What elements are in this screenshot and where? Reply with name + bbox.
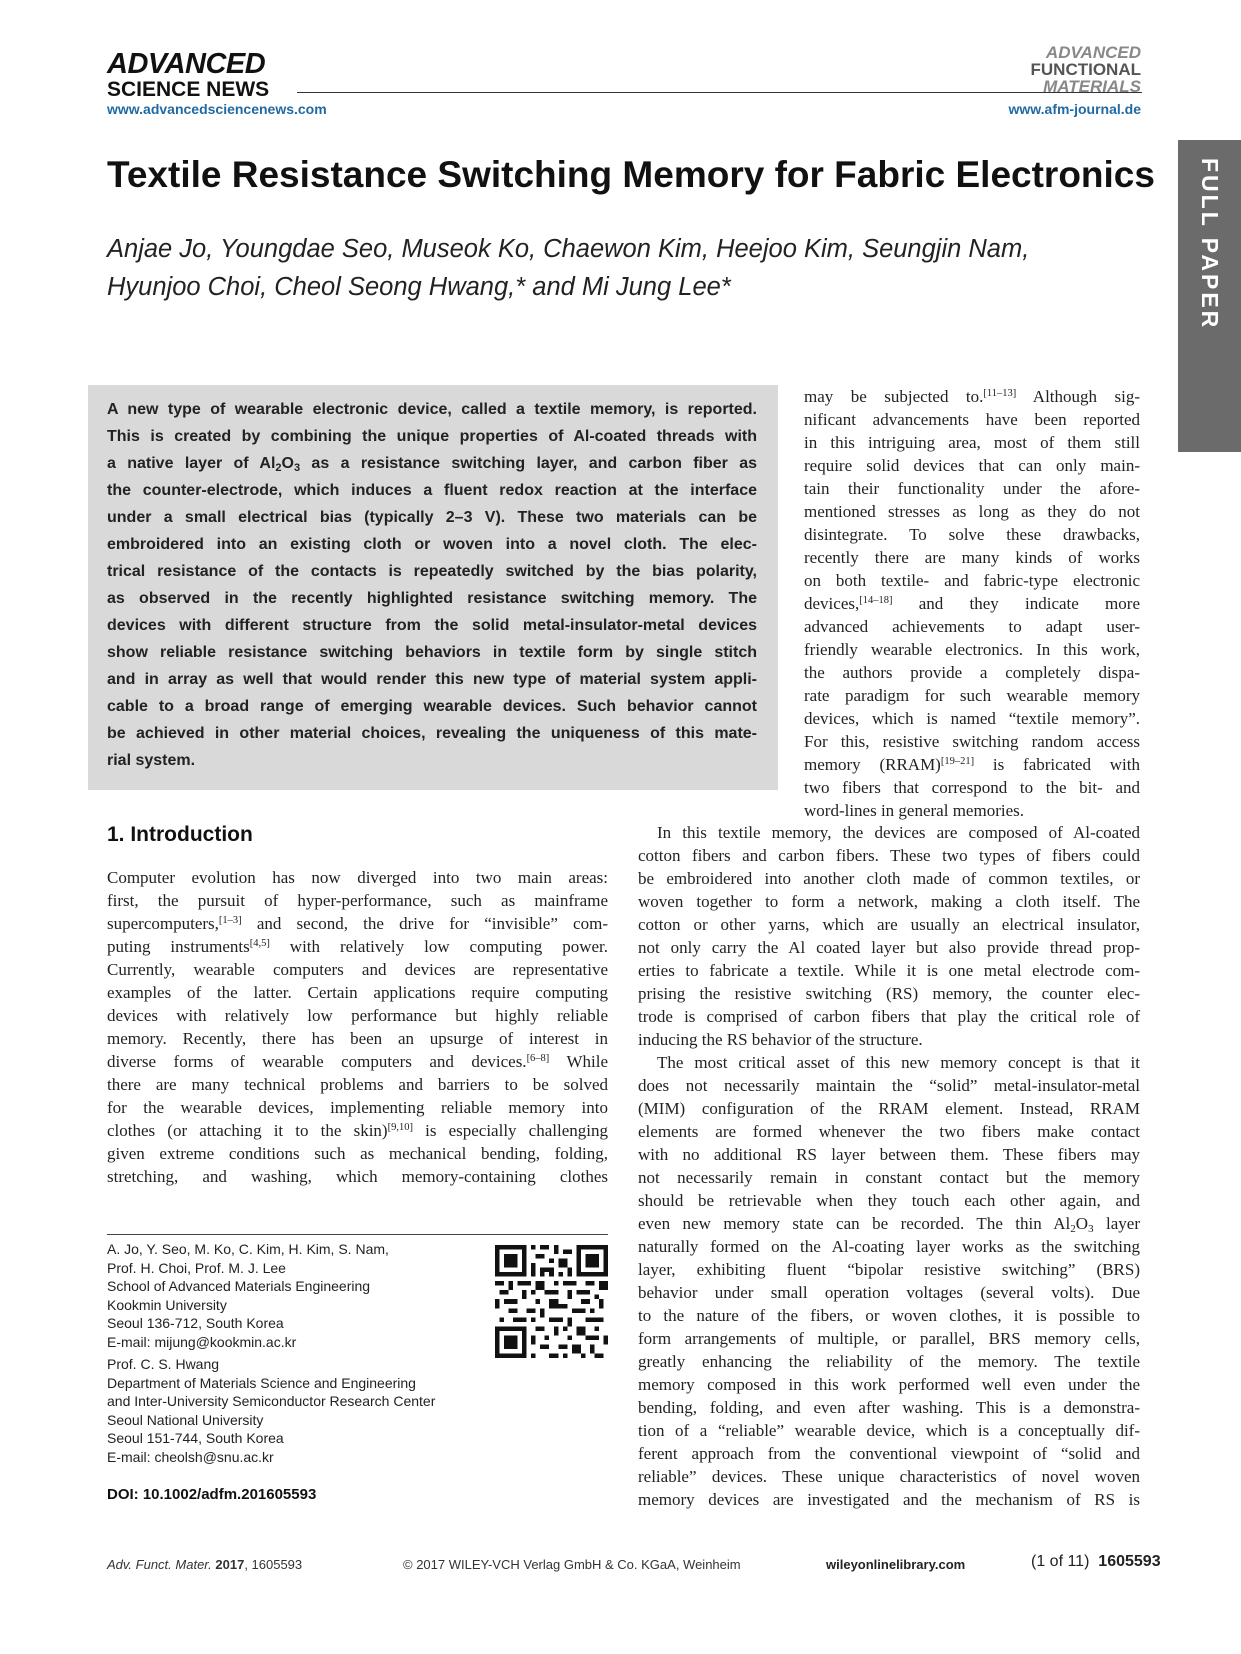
- citation-ref: [1–3]: [218, 915, 242, 926]
- abstract-text: [107, 396, 757, 774]
- abstract-line: under a small electrical bias (typically 2–3 V). These two materials can be: [107, 509, 757, 526]
- abstract-line: embroidered into an existing cloth or woven into a novel cloth. The elec-: [107, 536, 757, 553]
- email-link[interactable]: E-mail: cheolsh@snu.ac.kr: [107, 1448, 274, 1465]
- text-line: on both textile- and fabric-type electronic: [804, 571, 1140, 590]
- paper-title: Textile Resistance Switching Memory for Fabric Electronics: [107, 154, 1155, 195]
- text-line: memory composed in this work performed well even under the: [638, 1375, 1140, 1394]
- abstract-line: as observed in the recently highlighted resistance switching memory. The: [107, 590, 757, 607]
- text-line: examples of the latter. Certain applications require computing: [107, 983, 608, 1002]
- publisher-url-link[interactable]: www.advancedsciencenews.com: [107, 101, 327, 117]
- text-line: given extreme conditions such as mechanical bending, folding,: [107, 1144, 608, 1163]
- text-line: word-lines in general memories.: [804, 801, 1024, 820]
- text-line: layer, exhibiting fluent “bipolar resistive switching” (BRS): [638, 1260, 1140, 1279]
- text-line: Computer evolution has now diverged into two main areas:: [107, 868, 608, 887]
- journal-logo-line1: ADVANCED: [1045, 43, 1141, 62]
- text-line: cotton fibers and carbon fibers. These two types of fibers could: [638, 846, 1140, 865]
- abstract-line: devices with different structure from the solid metal-insulator-metal devices: [107, 617, 757, 634]
- text-line: to the nature of the fibers, or woven clothes, it is possible to: [638, 1306, 1140, 1325]
- text-line: the authors provide a completely dispa-: [804, 663, 1140, 682]
- affiliation-line: A. Jo, Y. Seo, M. Ko, C. Kim, H. Kim, S. Nam,: [107, 1241, 389, 1257]
- abstract-line: A new type of wearable electronic device, called a textile memory, is reported.: [107, 401, 757, 418]
- abstract-line: and in array as well that would render this new type of material system appli-: [107, 671, 757, 688]
- text-line: form arrangements of multiple, or parallel, BRS memory cells,: [638, 1329, 1140, 1348]
- text-line: devices, which is named “textile memory”.: [804, 709, 1140, 728]
- affiliation-line: Prof. H. Choi, Prof. M. J. Lee: [107, 1259, 286, 1276]
- text-line: for the wearable devices, implementing reliable memory into: [107, 1098, 608, 1117]
- text-line: trode is comprised of carbon fibers that play the critical role of: [638, 1007, 1140, 1026]
- text-line: diverse forms of wearable computers and devices.[6–8] While: [107, 1052, 608, 1071]
- text-line: not only carry the Al coated layer but also provide thread prop-: [638, 938, 1140, 957]
- text-line: behavior under small operation voltages (several volts). Due: [638, 1283, 1140, 1302]
- side-tab: [1178, 140, 1241, 452]
- text-line: greatly enhancing the reliability of the memory. The textile: [638, 1352, 1140, 1371]
- affiliation-line: Prof. C. S. Hwang: [107, 1356, 220, 1372]
- text-line: should be retrievable when they touch each other again, and: [638, 1191, 1140, 1210]
- text-line: ferent approach from the conventional viewpoint of “solid and: [638, 1444, 1140, 1463]
- text-line: (MIM) configuration of the RRAM element. Instead, RRAM: [638, 1099, 1140, 1118]
- abstract-line: the counter-electrode, which induces a fluent redox reaction at the interface: [107, 482, 757, 499]
- text-line: friendly wearable electronics. In this work,: [804, 640, 1140, 659]
- side-tab-label: FULL PAPER: [1197, 158, 1223, 331]
- text-line: In this textile memory, the devices are composed of Al-coated: [657, 823, 1140, 842]
- text-line: require solid devices that can only main-: [804, 456, 1140, 475]
- footer-citation: Adv. Funct. Mater. 2017, 1605593: [107, 1557, 303, 1572]
- text-line: in this intriguing area, most of them still: [804, 433, 1140, 452]
- text-line: advanced achievements to adapt user-: [804, 617, 1140, 636]
- affiliation-line: Kookmin University: [107, 1296, 227, 1313]
- citation-ref: [14–18]: [859, 595, 893, 606]
- text-line: even new memory state can be recorded. The thin $Al_2O_3$ layer: [638, 1214, 1140, 1235]
- text-line: erties to fabricate a textile. While it is one metal electrode com-: [638, 961, 1140, 980]
- text-line: bending, folding, and even after washing. This is a demonstra-: [638, 1398, 1140, 1417]
- text-line: memory (RRAM)[19–21] is fabricated with: [804, 755, 1140, 774]
- text-line: woven together to form a network, making a cloth itself. The: [638, 892, 1140, 911]
- text-line: with no additional RS layer between them. These fibers may: [638, 1145, 1140, 1164]
- affiliation-line: and Inter-University Semiconductor Research Center: [107, 1393, 436, 1409]
- footer-copyright: © 2017 WILEY-VCH Verlag GmbH & Co. KGaA, Weinheim: [403, 1557, 741, 1572]
- citation-ref: [19–21]: [940, 756, 975, 767]
- journal-url-link[interactable]: www.afm-journal.de: [1008, 101, 1141, 117]
- text-line: may be subjected to.[11–13] Although sig-: [804, 387, 1140, 406]
- affiliations: [107, 1240, 487, 1466]
- journal-logo-line3: MATERIALS: [1043, 77, 1141, 96]
- text-line: does not necessarily maintain the “solid” metal-insulator-metal: [638, 1076, 1140, 1095]
- text-line: reliable” devices. These unique characteristics of novel woven: [638, 1467, 1140, 1486]
- citation-ref: [11–13]: [983, 388, 1017, 399]
- text-line: tion of a “reliable” wearable device, which is a conceptually dif-: [638, 1421, 1140, 1440]
- journal-logo: [1031, 44, 1141, 95]
- author-list: [107, 230, 1087, 306]
- section-heading-introduction: 1. Introduction: [107, 823, 253, 846]
- text-line: naturally formed on the Al-coating layer works as the switching: [638, 1237, 1140, 1256]
- affiliation-line: School of Advanced Materials Engineering: [107, 1278, 371, 1294]
- qr-code-icon[interactable]: [495, 1245, 608, 1358]
- affiliation-line: Seoul 136-712, South Korea: [107, 1315, 284, 1331]
- publisher-logo: [107, 50, 297, 101]
- text-line: stretching, and washing, which memory-containing clothes: [107, 1167, 608, 1186]
- abstract-line: This is created by combining the unique properties of Al-coated threads with: [107, 428, 757, 445]
- text-line: Currently, wearable computers and devices are representative: [107, 960, 608, 979]
- text-line: memory devices are investigated and the mechanism of RS is: [638, 1490, 1140, 1509]
- affiliation-line: Seoul National University: [107, 1411, 264, 1428]
- text-line: tain their functionality under the afore-: [804, 479, 1140, 498]
- text-line: cotton or other yarns, which are usually an electrical insulator,: [638, 915, 1140, 934]
- text-line: recently there are many kinds of works: [804, 548, 1140, 567]
- text-line: devices with relatively low performance but highly reliable: [107, 1006, 608, 1025]
- text-line: be embroidered into another cloth made of common textiles, or: [638, 869, 1140, 888]
- text-line: two fibers that correspond to the bit- and: [804, 778, 1140, 797]
- citation-ref: [9,10]: [387, 1122, 413, 1133]
- affiliation-rule: [107, 1234, 608, 1235]
- abstract-line: be achieved in other material choices, revealing the uniqueness of this mate-: [107, 725, 757, 742]
- affiliation-line: Department of Materials Science and Engineering: [107, 1374, 416, 1391]
- text-line: The most critical asset of this new memory concept is that it: [657, 1053, 1140, 1072]
- text-line: nificant advancements have been reported: [804, 410, 1140, 429]
- text-line: elements are formed whenever the two fibers make contact: [638, 1122, 1140, 1141]
- abstract-line: trical resistance of the contacts is repeatedly switched by the bias polarity,: [107, 563, 757, 580]
- author-line-2: Hyunjoo Choi, Cheol Seong Hwang,* and Mi Jung Lee*: [107, 273, 731, 301]
- text-line: first, the pursuit of hyper-performance, such as mainframe: [107, 891, 608, 910]
- abstract-box: [88, 385, 778, 790]
- text-line: supercomputers,[1–3] and second, the drive for “invisible” com-: [107, 914, 608, 933]
- text-line: puting instruments[4,5] with relatively low computing power.: [107, 937, 608, 956]
- right-column-text: [638, 821, 1140, 1511]
- text-line: disintegrate. To solve these drawbacks,: [804, 525, 1140, 544]
- text-line: prising the resistive switching (RS) memory, the counter elec-: [638, 984, 1140, 1003]
- right-column-top-text: [804, 385, 1140, 822]
- publisher-logo-line1: ADVANCED: [107, 48, 266, 80]
- text-line: rate paradigm for such wearable memory: [804, 686, 1140, 705]
- abstract-line: a native layer of $Al_2O_3$ as a resistance switching layer, and carbon fiber as: [107, 455, 757, 474]
- abstract-line: cable to a broad range of emerging wearable devices. Such behavior cannot: [107, 698, 757, 715]
- abstract-line: show reliable resistance switching behaviors in textile form by single stitch: [107, 644, 757, 661]
- email-link[interactable]: E-mail: mijung@kookmin.ac.kr: [107, 1333, 297, 1350]
- journal-logo-line2: FUNCTIONAL: [1030, 60, 1141, 79]
- header-rule: [297, 92, 1142, 93]
- text-line: memory. Recently, there has been an upsurge of interest in: [107, 1029, 608, 1048]
- text-line: not necessarily remain in constant contact but the memory: [638, 1168, 1140, 1187]
- left-column-text: [107, 866, 608, 1188]
- text-line: devices,[14–18] and they indicate more: [804, 594, 1140, 613]
- text-line: For this, resistive switching random access: [804, 732, 1140, 751]
- text-line: clothes (or attaching it to the skin)[9,10] is especially challenging: [107, 1121, 608, 1140]
- citation-ref: [4,5]: [249, 938, 270, 949]
- affiliation-line: Seoul 151-744, South Korea: [107, 1430, 284, 1446]
- abstract-line: rial system.: [107, 752, 196, 769]
- citation-ref: [6–8]: [526, 1053, 550, 1064]
- author-line-1: Anjae Jo, Youngdae Seo, Museok Ko, Chaewon Kim, Heejoo Kim, Seungjin Nam,: [107, 235, 1030, 263]
- footer-page-number: (1 of 11) 1605593: [1031, 1553, 1161, 1570]
- publisher-logo-line2: SCIENCE NEWS: [107, 78, 270, 101]
- footer-site-link[interactable]: wileyonlinelibrary.com: [826, 1557, 966, 1572]
- text-line: mentioned stresses as long as they do not: [804, 502, 1140, 521]
- text-line: there are many technical problems and barriers to be solved: [107, 1075, 608, 1094]
- doi-link[interactable]: DOI: 10.1002/adfm.201605593: [107, 1486, 317, 1503]
- text-line: inducing the RS behavior of the structure.: [638, 1030, 923, 1049]
